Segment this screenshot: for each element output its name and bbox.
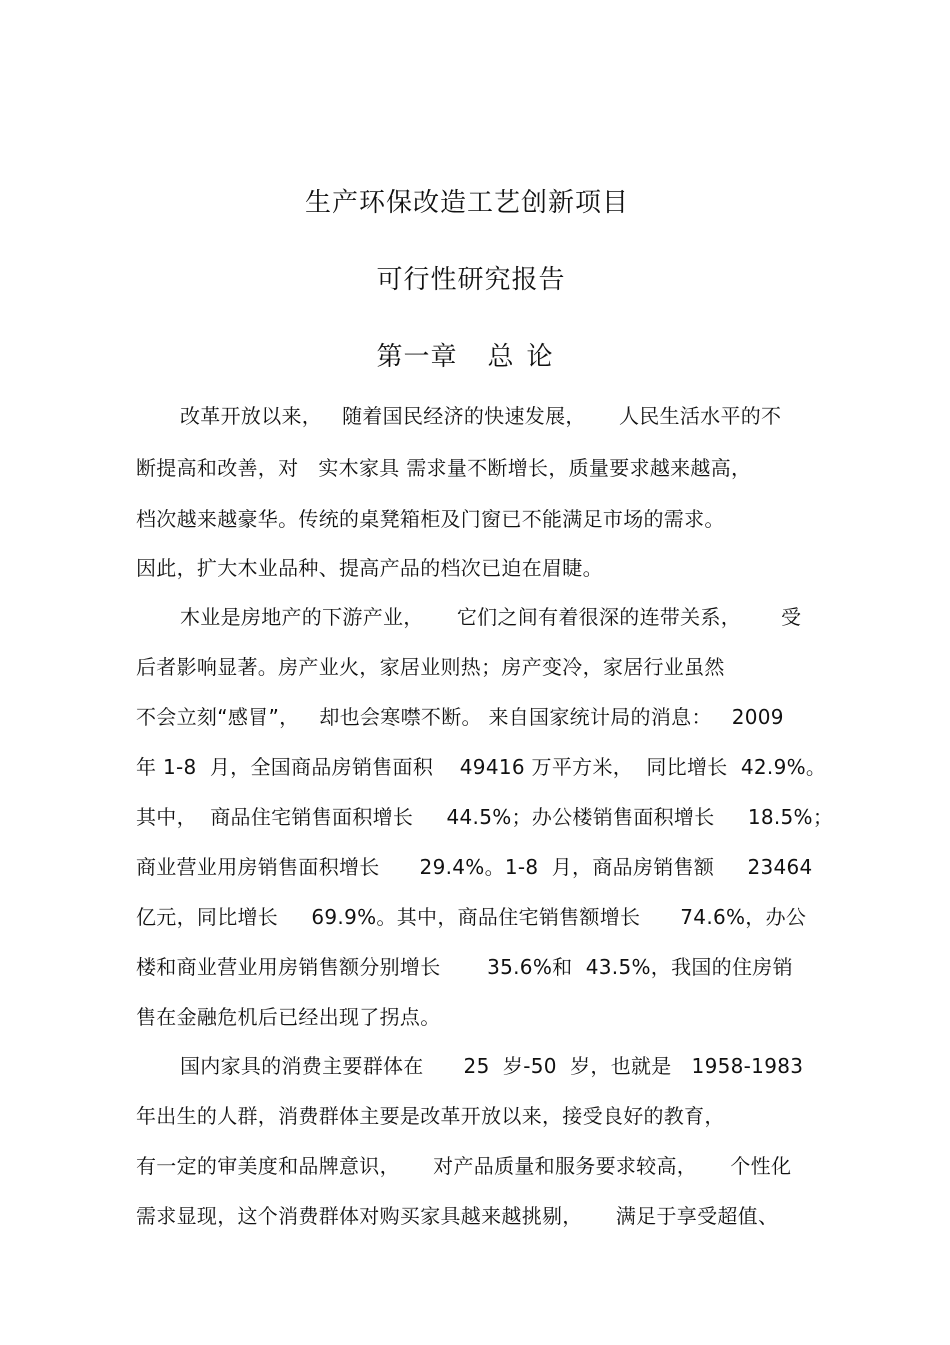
paragraph-line: 断提高和改善，对 实木家具 需求量不断增长，质量要求越来越高， [136, 456, 752, 480]
chapter-name-part2: 论 [526, 342, 554, 372]
paragraph-line: 亿元，同比增长 69.9%。其中，商品住宅销售额增长 74.6%，办公 [136, 905, 807, 929]
paragraph-line: 年出生的人群，消费群体主要是改革开放以来，接受良好的教育， [136, 1104, 725, 1128]
paragraph-line: 国内家具的消费主要群体在 25 岁-50 岁，也就是 1958-1983 [180, 1054, 804, 1078]
report-subtitle: 可行性研究报告 [376, 265, 566, 295]
chapter-name-part1: 总 [487, 342, 515, 372]
paragraph-line: 其中， 商品住宅销售面积增长 44.5%；办公楼销售面积增长 18.5%； [136, 805, 834, 829]
paragraph-line: 后者影响显著。房产业火，家居业则热；房产变冷，家居行业虽然 [136, 655, 725, 679]
paragraph-line: 档次越来越豪华。传统的桌凳箱柜及门窗已不能满足市场的需求。 [136, 507, 725, 531]
paragraph-line: 楼和商业营业用房销售额分别增长 35.6%和 43.5%，我国的住房销 [136, 955, 793, 979]
paragraph-line: 有一定的审美度和品牌意识， 对产品质量和服务要求较高， 个性化 [136, 1154, 792, 1178]
chapter-heading [0, 342, 940, 372]
paragraph-line: 售在金融危机后已经出现了拐点。 [136, 1005, 441, 1029]
paragraph-line: 不会立刻“感冒”， 却也会寒噤不断。 来自国家统计局的消息： 2009 [136, 705, 784, 729]
report-title: 生产环保改造工艺创新项目 [304, 188, 629, 218]
paragraph-line: 改革开放以来， 随着国民经济的快速发展， 人民生活水平的不 [180, 404, 782, 428]
paragraph-line: 木业是房地产的下游产业， 它们之间有着很深的连带关系， 受 [180, 605, 802, 629]
paragraph-line: 需求显现，这个消费群体对购买家具越来越挑剔， 满足于享受超值、 [136, 1204, 779, 1228]
paragraph-line: 年 1-8 月，全国商品房销售面积 49416 万平方米， 同比增长 42.9%。 [136, 755, 827, 779]
paragraph-line: 因此，扩大木业品种、提高产品的档次已迫在眉睫。 [136, 556, 603, 580]
chapter-label: 第一章 [376, 342, 458, 372]
paragraph-line: 商业营业用房销售面积增长 29.4%。1-8 月，商品房销售额 23464 [136, 855, 813, 879]
